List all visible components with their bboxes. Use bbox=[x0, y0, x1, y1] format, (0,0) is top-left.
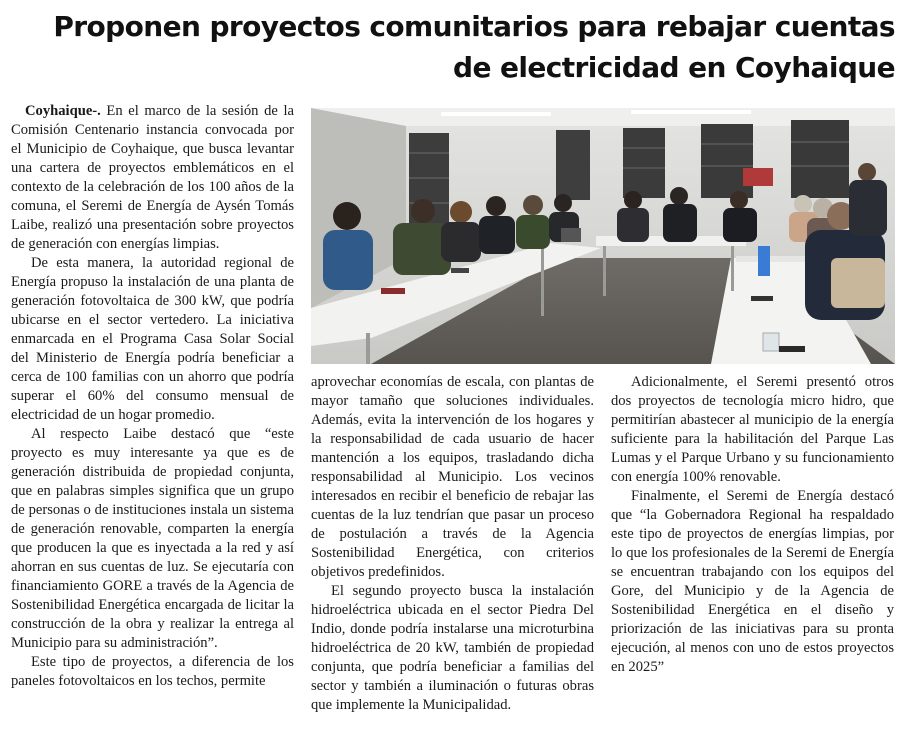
paragraph bbox=[11, 102, 294, 254]
paragraph-text: En el marco de la sesión de la Comisión Centenario instancia convocada por el Municipio de Coyhaique, que busca levantar una cartera de proyectos emblemáticos en el contexto de la celebración de los 100 años de la comuna, el Seremi de Energía de Aysén Tomás Laibe, realizó una presentación sobre proyectos de generación con energías limpias. bbox=[11, 103, 294, 252]
paragraph: De esta manera, la autoridad regional de Energía propuso la instalación de una planta de generación fotovoltaica de 300 kW, que podría ubicarse en el sector vertedero. La iniciativa enmarcada en el Programa Casa Solar Social del Ministerio de Energía podría beneficiar a cerca de 100 familias con un ahorro que podría superar el 60% del consumo mensual de electricidad de un hogar promedio. bbox=[11, 255, 294, 423]
article-column-3 bbox=[611, 373, 894, 677]
paragraph: Al respecto Laibe destacó que “este proyecto es muy interesante ya que es de generación distribuida de propiedad conjunta, que en palabras simples significa que un grupo de personas o de instituciones instala un sistema de generación renovable, comparten la energía que producen la que es inyectada a la red y así ahorran en sus cuentas de luz. Se ejecutaría con financiamiento GORE a través de la Agencia de Sostenibilidad Energética encargada de licitar la construcción de la obra y realizar la entrega al Municipio para su administración”. bbox=[11, 426, 294, 651]
paragraph: El segundo proyecto busca la instalación hidroeléctrica ubicada en el sector Piedra Del Indio, donde podría instalarse una microturbina hidroeléctrica de 20 kW, también de propiedad conjunta, que podría beneficiar a familias del sector y también a iluminación o futuras obras que implemente la Municipalidad. bbox=[311, 583, 594, 713]
meeting-photo bbox=[311, 108, 895, 364]
article-column-1 bbox=[11, 102, 294, 691]
article-column-2 bbox=[311, 373, 594, 715]
paragraph: Adicionalmente, el Seremi presentó otros dos proyectos de tecnología micro hidro, que permitirían abastecer al municipio de la energía suficiente para la habilitación del Parque Las Lumas y el Parque Urbano y su funcionamiento con energía 100% renovable. bbox=[611, 374, 894, 485]
paragraph: aprovechar economías de escala, con plantas de mayor tamaño que soluciones individuales. Además, evita la intervención de los hogares y la responsabilidad de cada usuario de hacer mantención a los equipos, trasladando dicha responsabilidad al Municipio. Los vecinos interesados en recibir el beneficio de rebajar las cuentas de la luz tendrían que pasar un proceso de postulación a través de la Agencia Sostenibilidad Energética, con criterios objetivos predefinidos. bbox=[311, 374, 594, 580]
headline: Proponen proyectos comunitarios para rebajar cuentas de electricidad en Coyhaique bbox=[53, 10, 895, 84]
paragraph: Finalmente, el Seremi de Energía destacó que “la Gobernadora Regional ha respaldado este tipo de proyectos de energías limpias, por lo que los profesionales de la Seremi de Energía se encuentran trabajando con los equipos del Gore, del Municipio y de la Agencia de Sostenibilidad Energética en el diseño y priorización de las iniciativas para su pronta ejecución, al menos con uno de estos proyectos en 2025” bbox=[611, 488, 894, 675]
paragraph: Este tipo de proyectos, a diferencia de los paneles fotovoltaicos en los techos, permite bbox=[11, 654, 294, 689]
dateline: Coyhaique-. bbox=[25, 103, 101, 119]
